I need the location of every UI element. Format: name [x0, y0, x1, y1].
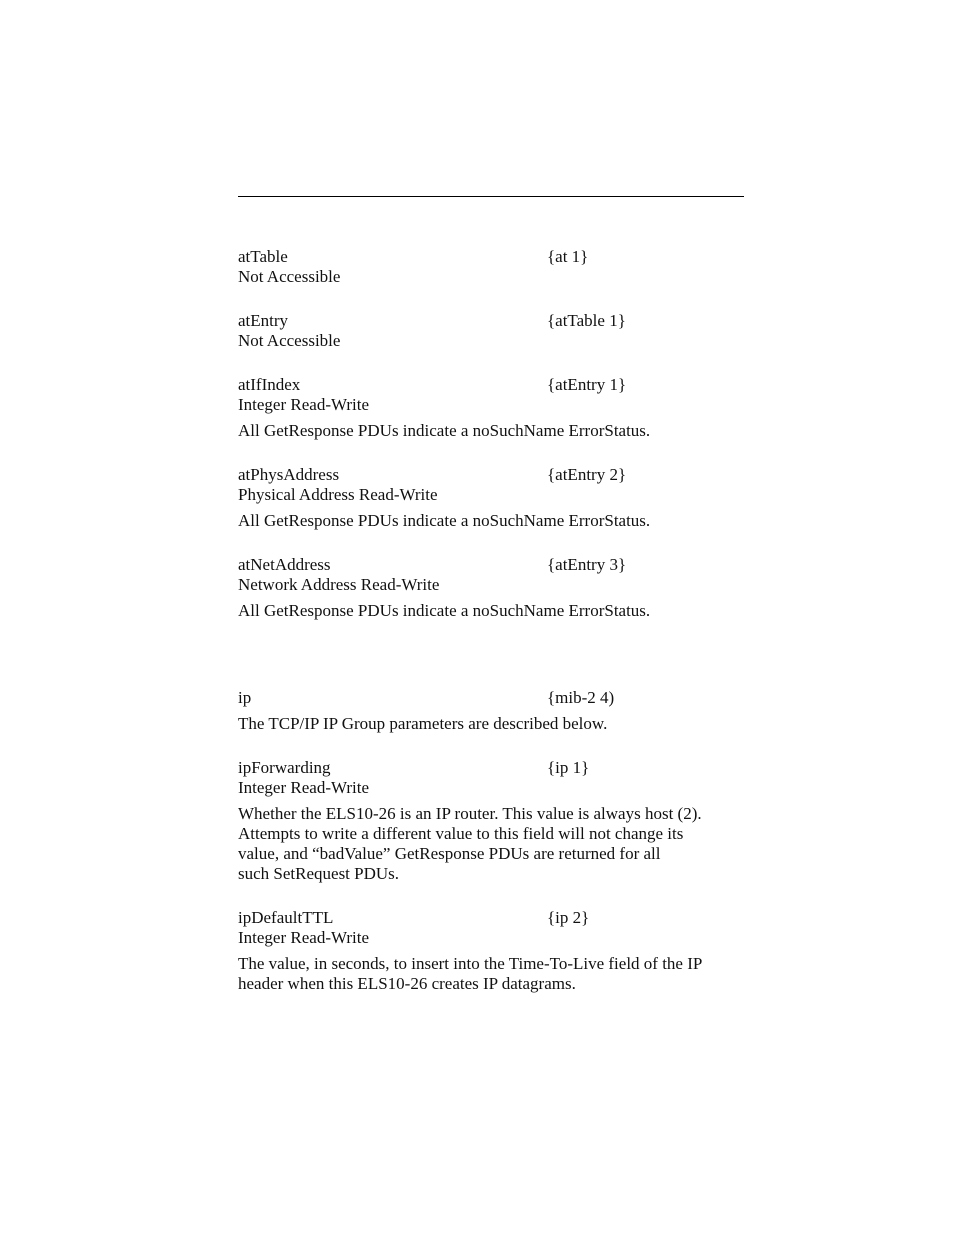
- entry-heading: [238, 375, 744, 395]
- entry-heading: [238, 758, 744, 778]
- mib-entry-atphysaddress: [238, 465, 744, 531]
- spacer: [238, 884, 744, 908]
- description-line: The value, in seconds, to insert into the Time-To-Live field of the IP: [238, 954, 703, 973]
- object-oid: {ip 2}: [547, 908, 590, 927]
- spacer: [238, 287, 744, 311]
- mib-entry-ipdefaultttl: [238, 908, 744, 994]
- spacer: [238, 621, 744, 688]
- mib-entry-atentry: [238, 311, 744, 351]
- object-oid: {ip 1}: [547, 758, 590, 777]
- object-name: atIfIndex: [238, 375, 301, 394]
- object-syntax: Not Accessible: [238, 331, 341, 350]
- spacer: [238, 351, 744, 375]
- object-syntax: Physical Address Read-Write: [238, 485, 438, 504]
- object-syntax: Not Accessible: [238, 267, 341, 286]
- mib-entry-atifindex: [238, 375, 744, 441]
- object-description: All GetResponse PDUs indicate a noSuchName ErrorStatus.: [238, 511, 651, 530]
- description-line: Whether the ELS10-26 is an IP router. This value is always host (2).: [238, 804, 702, 823]
- object-description: [238, 804, 744, 884]
- spacer: [238, 734, 744, 758]
- group-description: The TCP/IP IP Group parameters are described below.: [238, 714, 608, 733]
- spacer: [238, 441, 744, 465]
- object-oid: {at 1}: [547, 247, 589, 266]
- object-description: All GetResponse PDUs indicate a noSuchName ErrorStatus.: [238, 421, 651, 440]
- object-name: ipDefaultTTL: [238, 908, 334, 927]
- object-oid: {atTable 1}: [547, 311, 626, 330]
- description-line: header when this ELS10-26 creates IP datagrams.: [238, 974, 576, 993]
- mib-entry-ipforwarding: [238, 758, 744, 884]
- object-syntax: Integer Read-Write: [238, 778, 369, 797]
- object-syntax: Integer Read-Write: [238, 395, 369, 414]
- mib-entry-attable: [238, 247, 744, 287]
- entry-heading: [238, 465, 744, 485]
- object-name: atPhysAddress: [238, 465, 340, 484]
- object-name: ip: [238, 688, 252, 707]
- object-description: [238, 954, 744, 994]
- mib-object-list: [238, 247, 744, 994]
- header-rule: [238, 196, 744, 197]
- description-line: value, and “badValue” GetResponse PDUs are returned for all: [238, 844, 661, 863]
- description-line: Attempts to write a different value to this field will not change its: [238, 824, 684, 843]
- object-name: atTable: [238, 247, 288, 266]
- entry-heading: [238, 688, 744, 708]
- entry-heading: [238, 311, 744, 331]
- entry-heading: [238, 247, 744, 267]
- description-line: such SetRequest PDUs.: [238, 864, 400, 883]
- object-name: atNetAddress: [238, 555, 331, 574]
- object-oid: {atEntry 3}: [547, 555, 627, 574]
- object-syntax: Network Address Read-Write: [238, 575, 440, 594]
- object-syntax: Integer Read-Write: [238, 928, 369, 947]
- object-oid: {atEntry 1}: [547, 375, 627, 394]
- object-name: ipForwarding: [238, 758, 331, 777]
- mib-group-ip: [238, 688, 744, 734]
- object-oid: {atEntry 2}: [547, 465, 627, 484]
- mib-entry-atnetaddress: [238, 555, 744, 621]
- entry-heading: [238, 908, 744, 928]
- spacer: [238, 531, 744, 555]
- object-oid: {mib-2 4): [547, 688, 615, 707]
- entry-heading: [238, 555, 744, 575]
- object-description: All GetResponse PDUs indicate a noSuchName ErrorStatus.: [238, 601, 651, 620]
- object-name: atEntry: [238, 311, 289, 330]
